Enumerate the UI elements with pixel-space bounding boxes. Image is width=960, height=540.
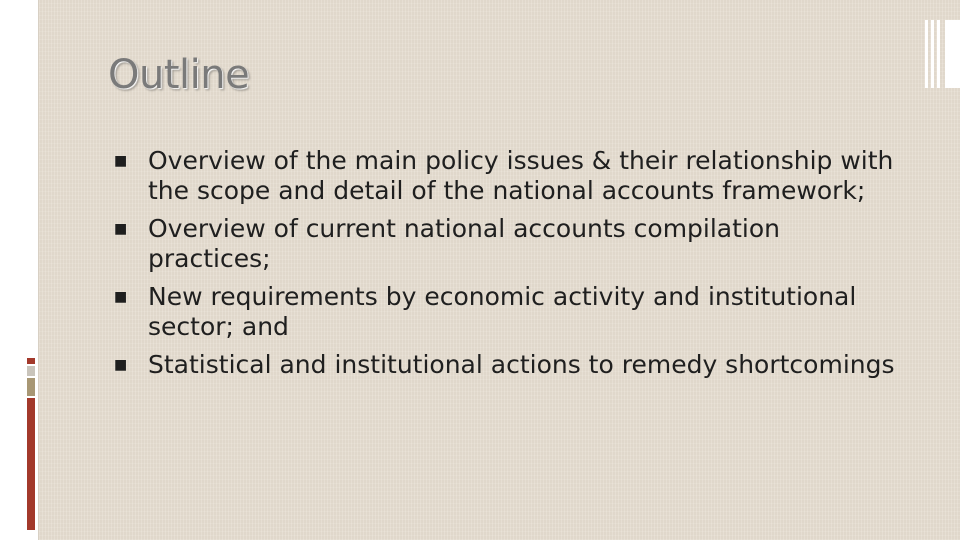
bullet-text: Statistical and institutional actions to remedy shortcomings (148, 350, 895, 379)
decor-bar-tan (27, 378, 35, 396)
bullet-text: New requirements by economic activity and institutional sector; and (148, 282, 857, 341)
left-margin-edge (38, 0, 39, 540)
bullet-text: Overview of current national accounts compilation practices; (148, 214, 781, 273)
decor-stripe-3 (937, 20, 940, 88)
decor-stripe-2 (931, 20, 934, 88)
decor-stripe-4 (945, 20, 960, 88)
bullet-item (110, 350, 910, 380)
decor-bar-grey (27, 366, 35, 376)
bullet-list (110, 146, 910, 388)
square-bullet-icon: ■ (114, 153, 128, 169)
decor-bar-red-small (27, 358, 35, 364)
decor-stripe-1 (925, 20, 928, 88)
square-bullet-icon: ■ (114, 221, 128, 237)
decor-bar-red-long (27, 398, 35, 530)
bullet-item (110, 282, 910, 342)
square-bullet-icon: ■ (114, 357, 128, 373)
square-bullet-icon: ■ (114, 289, 128, 305)
bullet-text: Overview of the main policy issues & their relationship with the scope and detail of the national accounts framework; (148, 146, 894, 205)
slide-title: Outline (108, 52, 250, 98)
bullet-item (110, 146, 910, 206)
bullet-item (110, 214, 910, 274)
